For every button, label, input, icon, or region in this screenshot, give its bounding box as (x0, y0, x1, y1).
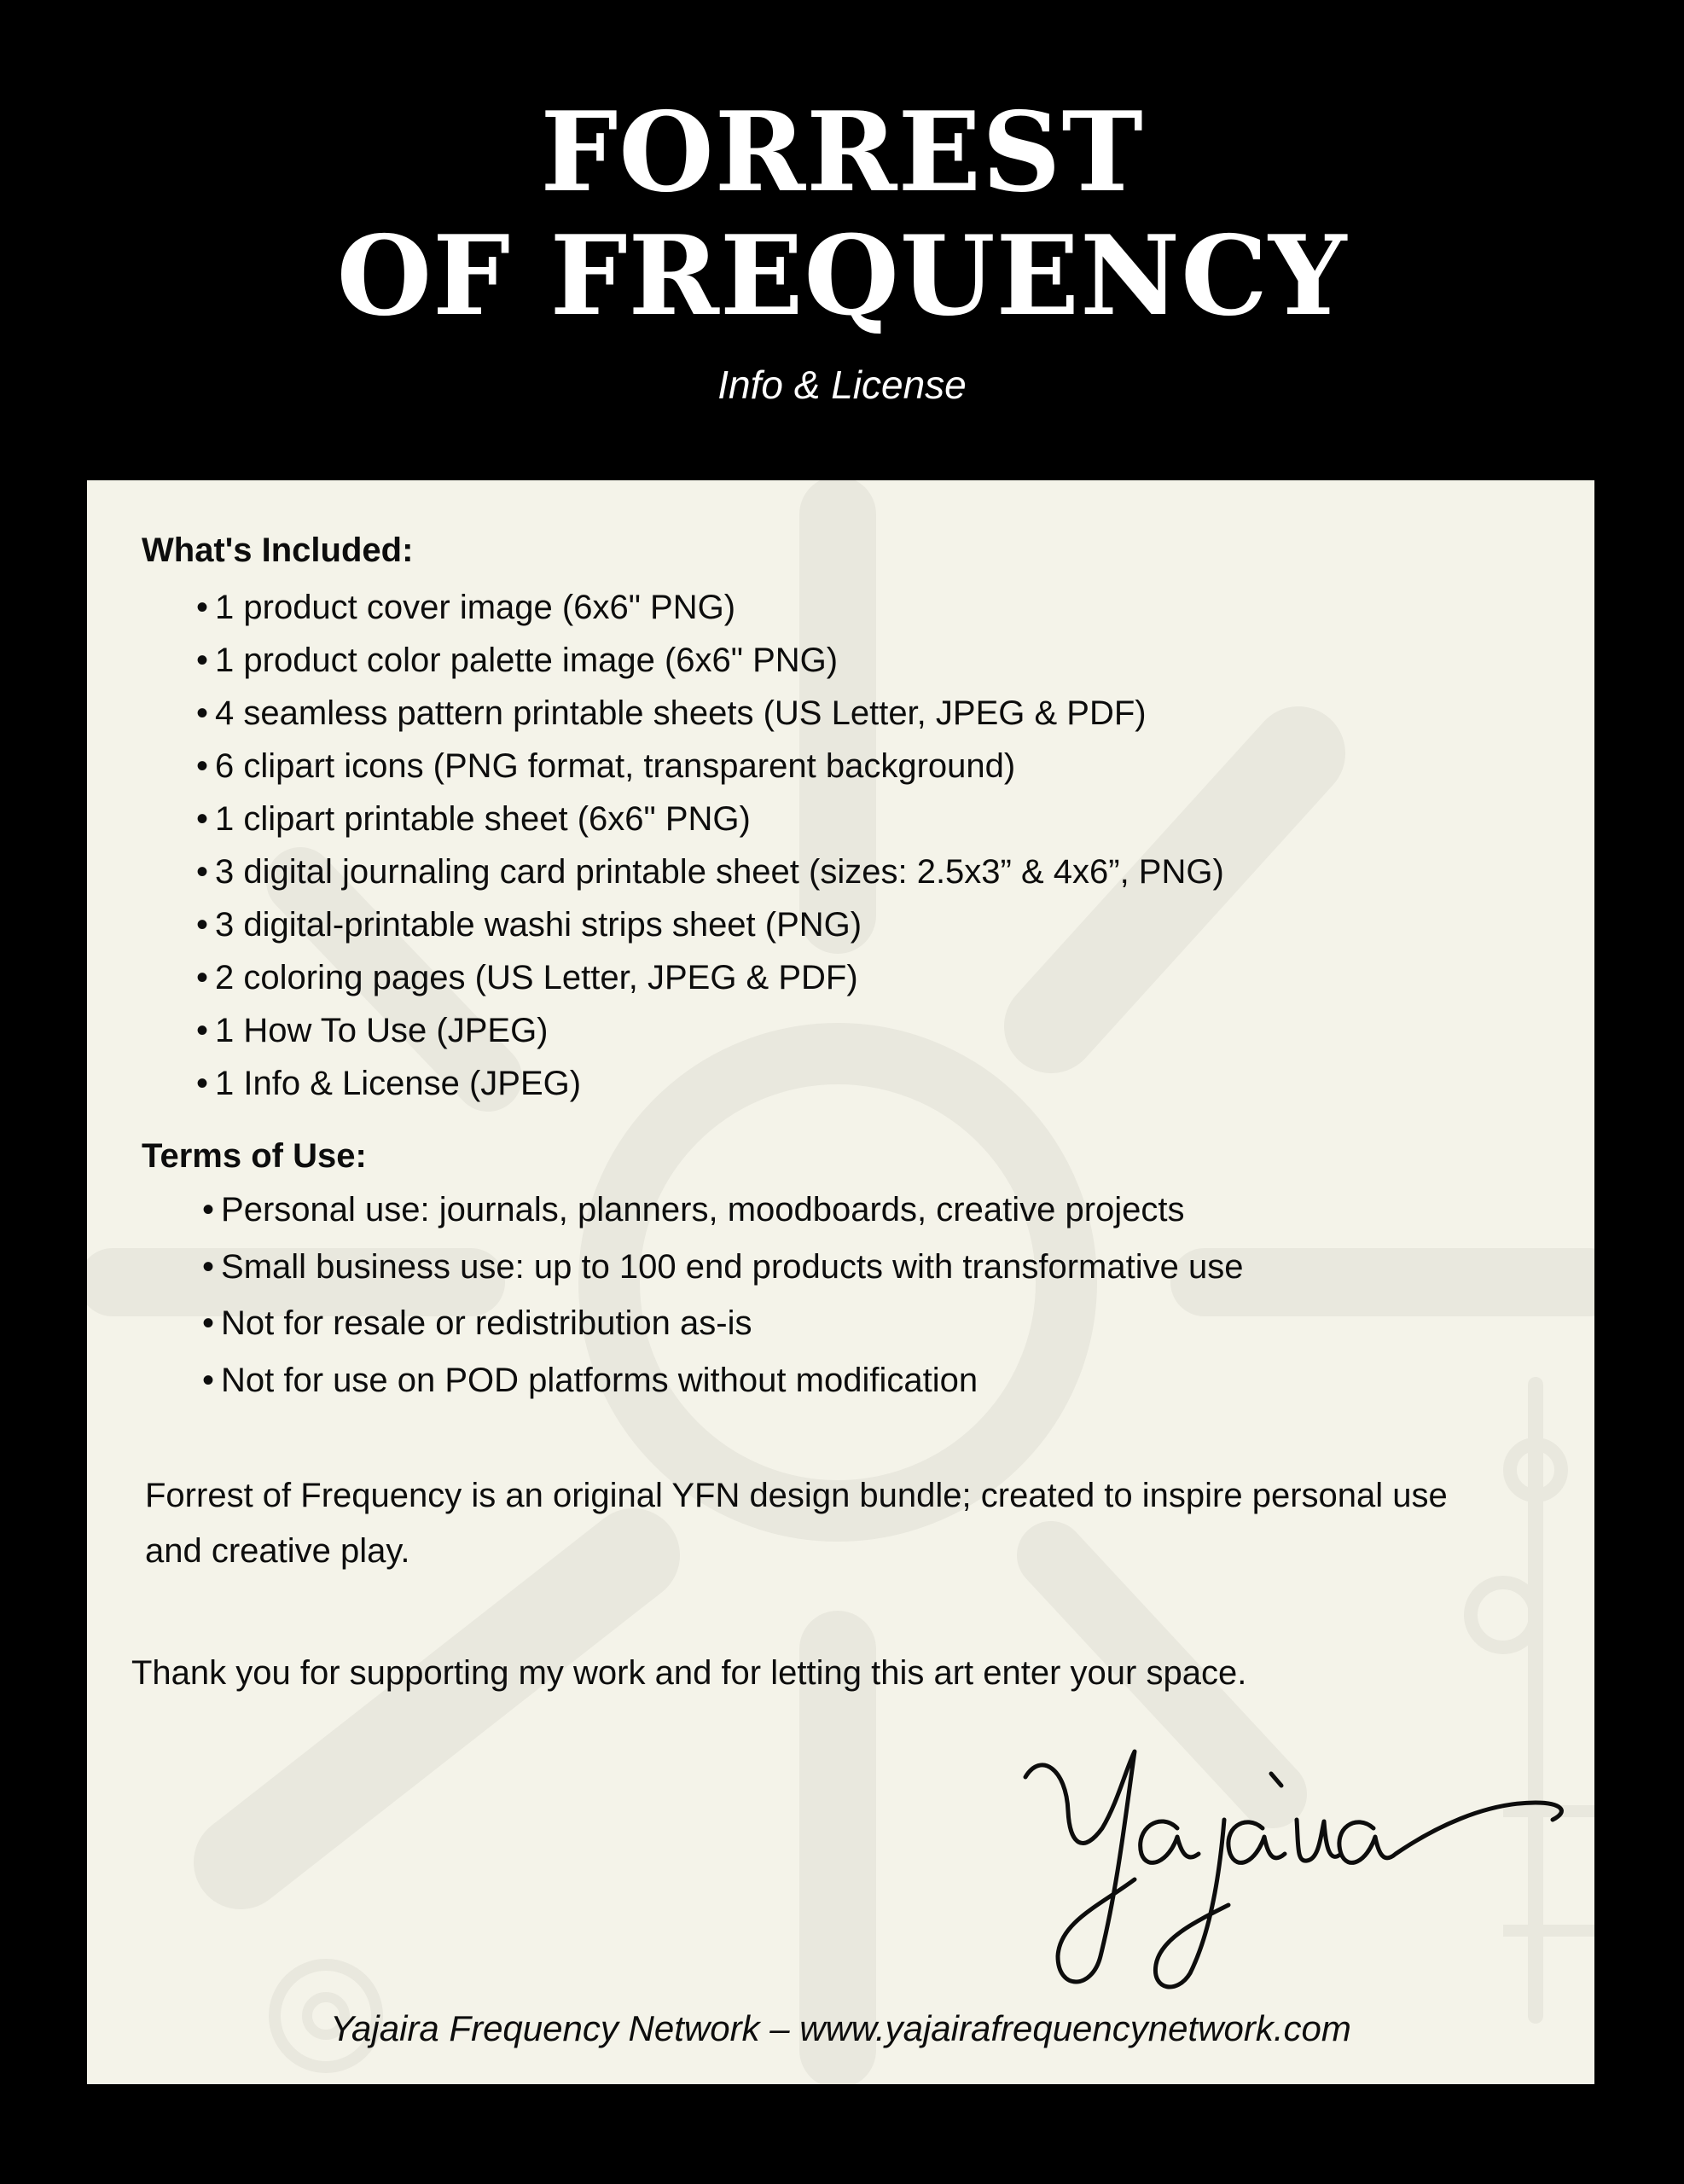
thanks-paragraph: Thank you for supporting my work and for letting this art enter your space. (131, 1654, 1247, 1692)
info-panel (87, 480, 1594, 2084)
subtitle: Info & License (717, 363, 967, 407)
list-item: • 1 Info & License (JPEG) (196, 1065, 582, 1102)
terms-heading: Terms of Use: (142, 1137, 367, 1175)
footer-credit: Yajaira Frequency Network – www.yajairafrequencynetwork.com (330, 2008, 1351, 2048)
list-item: • 1 product cover image (6x6" PNG) (196, 589, 736, 626)
list-item: • 1 product color palette image (6x6" PNG) (196, 642, 839, 679)
about-paragraph: Forrest of Frequency is an original YFN design bundle; created to inspire personal use and creative play. (145, 1477, 1448, 1570)
list-item: • 1 clipart printable sheet (6x6" PNG) (196, 800, 751, 838)
list-item: • Not for use on POD platforms without modification (202, 1361, 978, 1399)
list-item: • Small business use: up to 100 end products with transformative use (202, 1247, 1244, 1286)
list-item: • 3 digital-printable washi strips sheet (PNG) (196, 906, 862, 944)
title-line-2: OF FREQUENCY (336, 212, 1348, 340)
title-line-1: FORREST (540, 89, 1144, 217)
included-heading: What's Included: (142, 531, 414, 569)
list-item: • 3 digital journaling card printable sheet (sizes: 2.5x3” & 4x6”, PNG) (196, 853, 1224, 891)
list-item: • Not for resale or redistribution as-is (202, 1304, 752, 1342)
signature-icon (1007, 1717, 1594, 1999)
list-item: • 4 seamless pattern printable sheets (US Letter, JPEG & PDF) (196, 694, 1147, 732)
list-item: • 1 How To Use (JPEG) (196, 1012, 549, 1049)
list-item: • Personal use: journals, planners, moodboards, creative projects (202, 1191, 1185, 1228)
list-item: • 2 coloring pages (US Letter, JPEG & PDF) (196, 959, 858, 996)
list-item: • 6 clipart icons (PNG format, transparent background) (196, 747, 1016, 785)
included-list (196, 581, 1224, 1110)
terms-list (202, 1182, 1243, 1409)
